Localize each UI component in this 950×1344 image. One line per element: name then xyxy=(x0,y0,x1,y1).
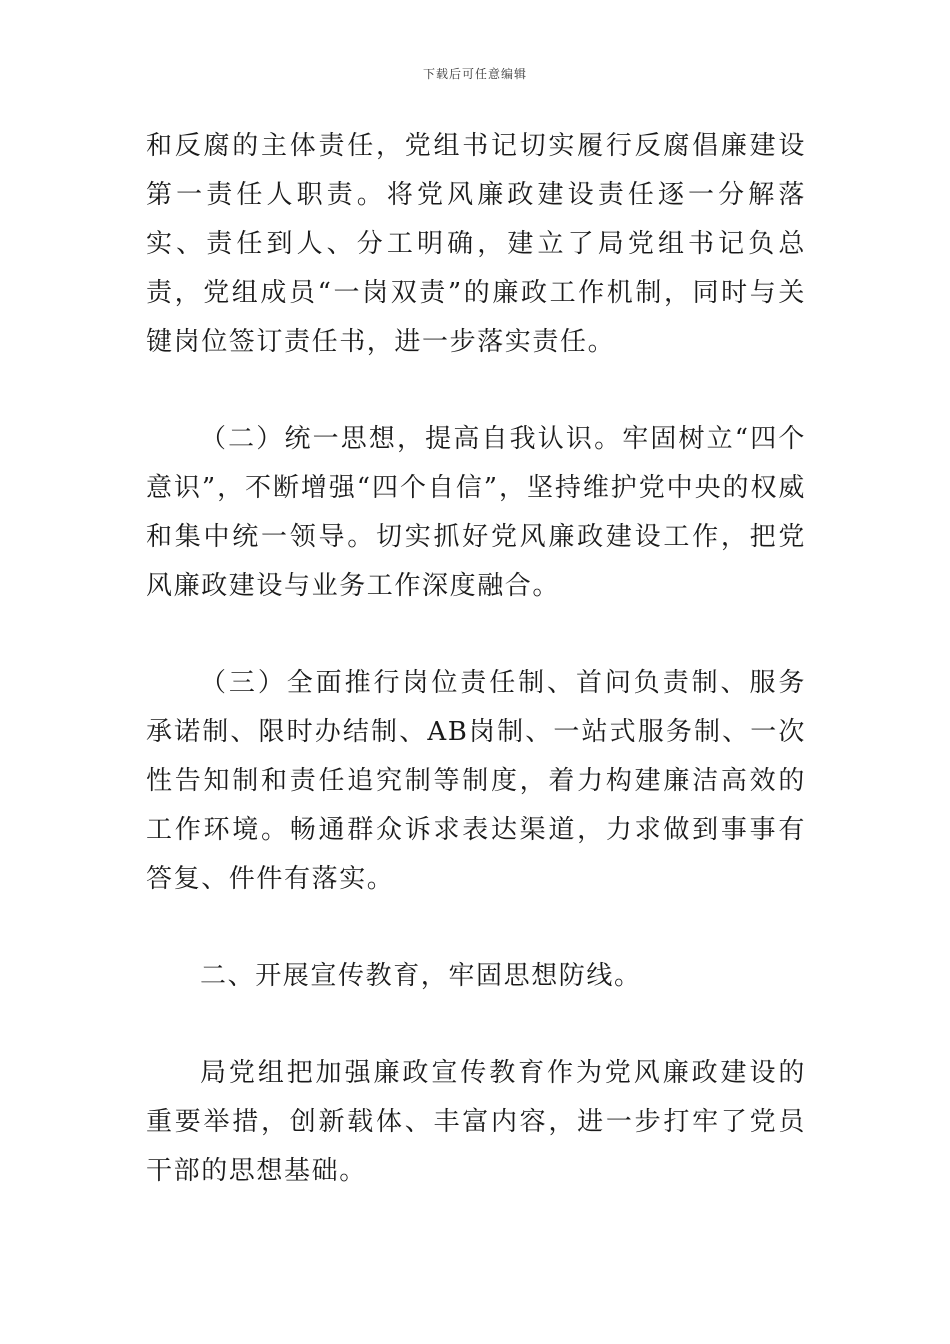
paragraph-publicity-education: 局党组把加强廉政宣传教育作为党风廉政建设的重要举措，创新载体、丰富内容，进一步打牢了党员干部的思想基础。 xyxy=(146,1058,806,1186)
section-heading-publicity-education: 二、开展宣传教育，牢固思想防线。 xyxy=(200,961,642,991)
page-header: 下载后可任意编辑 xyxy=(422,67,527,81)
paragraph-responsibility: 和反腐的主体责任，党组书记切实履行反腐倡廉建设第一责任人职责。将党风廉政建设责任逐一分解落实、责任到人、分工明确，建立了局党组书记负总责，党组成员“一岗双责”的廉政工作机制，同时与关键岗位签订责任书，进一步落实责任。 xyxy=(146,131,806,357)
paragraph-unify-thinking: （二）统一思想，提高自我认识。牢固树立“四个意识”，不断增强“四个自信”，坚持维护党中央的权威和集中统一领导。切实抓好党风廉政建设工作，把党风廉政建设与业务工作深度融合。 xyxy=(146,424,806,601)
document-body xyxy=(146,122,806,1196)
paragraph-responsibility-systems: （三）全面推行岗位责任制、首问负责制、服务承诺制、限时办结制、AB岗制、一站式服务制、一次性告知制和责任追究制等制度，着力构建廉洁高效的工作环境。畅通群众诉求表达渠道，力求做到事事有答复、件件有落实。 xyxy=(146,668,806,894)
